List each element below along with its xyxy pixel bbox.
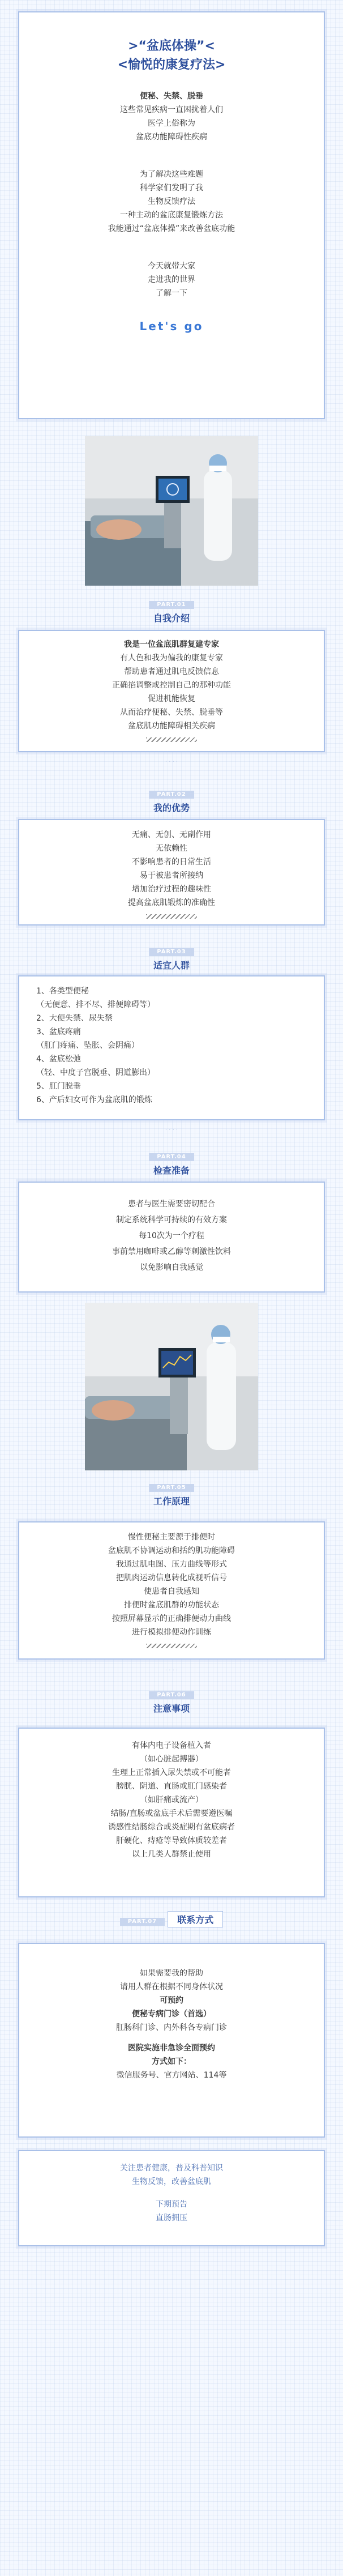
body-line: 从而治疗便秘、失禁、脱垂等 <box>120 708 223 717</box>
body-line: 按照屏幕显示的正确排便动力曲线 <box>112 1614 231 1623</box>
body-line: 盆底肌不协调运动和括约肌功能障碍 <box>108 1546 235 1555</box>
body-line: 膀胱、阴道、直肠或肛门感染者 <box>116 1782 227 1791</box>
dot-divider: · · · · <box>165 1127 178 1133</box>
stripe-divider <box>146 914 197 919</box>
body-line: 如果需要我的帮助 <box>140 1969 203 1978</box>
section-7-card <box>18 1943 325 2138</box>
intro-line: 盆底功能障碍性疾病 <box>136 133 207 142</box>
intro-line: 今天就带大家 <box>148 262 195 271</box>
body-line: 盆底肌功能障碍相关疾病 <box>128 722 215 731</box>
body-line: 4、盆底松弛 <box>36 1055 81 1064</box>
intro-line: 我能通过“盆底体操”来改善盆底功能 <box>108 224 235 233</box>
section-tag: PART.04 <box>149 1153 194 1161</box>
body-line: 微信服务号、官方网站、114等 <box>116 2071 227 2080</box>
body-line: 以上几类人群禁止使用 <box>132 1850 211 1859</box>
section-tag: PART.05 <box>149 1484 194 1492</box>
article-title-line1: >“盆底体操”< <box>128 39 215 53</box>
intro-line: 这些常见疾病一直困扰着人们 <box>120 105 223 114</box>
section-4-card <box>18 1182 325 1293</box>
intro-line: 一种主动的盆底康复锻炼方法 <box>120 211 223 220</box>
section-tag: PART.07 <box>120 1918 165 1926</box>
intro-paragraph-1 <box>19 89 324 144</box>
photo-illustration <box>85 436 258 586</box>
body-line: 肛肠科门诊、内外科各专病门诊 <box>116 2023 227 2032</box>
body-line: 促进机能恢复 <box>148 694 195 703</box>
next-issue-label: 下期预告 <box>156 2200 187 2209</box>
body-line: （无便意、排不尽、排便障碍等） <box>36 1000 155 1009</box>
intro-line: 医学上俗称为 <box>148 119 195 128</box>
body-line: 易于被患者所接纳 <box>140 871 203 880</box>
body-line: （轻、中度子宫脱垂、阴道膨出） <box>36 1068 155 1077</box>
section-tag: PART.06 <box>149 1691 194 1699</box>
body-line: 肝硬化、痔疮等导致体质较差者 <box>116 1836 227 1845</box>
section-title: 自我介绍 <box>153 613 190 624</box>
section-title: 检查准备 <box>153 1165 190 1176</box>
body-line: 无痛、无创、无副作用 <box>132 830 211 839</box>
article-title-line2: <愉悦的康复疗法> <box>117 58 226 72</box>
body-line: 排便时盆底肌群的功能状态 <box>124 1601 219 1610</box>
dot-divider: · · · · <box>165 759 178 765</box>
section-6-header <box>0 1688 343 1715</box>
intro-line: 走进我的世界 <box>148 275 195 284</box>
intro-line: 了解一下 <box>156 289 187 298</box>
section-tag: PART.03 <box>149 948 194 956</box>
stripe-divider <box>146 1644 197 1648</box>
section-5-card <box>18 1521 325 1660</box>
section-4-header <box>0 1150 343 1176</box>
footer-line: 关注患者健康，普及科普知识 <box>120 2164 223 2173</box>
section-2-header <box>0 787 343 814</box>
body-line: 使患者自我感知 <box>144 1587 199 1596</box>
body-line: 慢性便秘主要源于排便时 <box>128 1533 215 1542</box>
section-2-card <box>18 819 325 926</box>
section-title: 注意事项 <box>153 1703 190 1714</box>
footer-card <box>18 2150 325 2246</box>
intro-line: 便秘、失禁、脱垂 <box>140 92 203 101</box>
body-line: 制定系统科学可持续的有效方案 <box>116 1216 227 1225</box>
section-title: 工作原理 <box>153 1496 190 1507</box>
body-line: 医院实施非急诊全面预约 <box>128 2044 215 2053</box>
body-line: 无依赖性 <box>156 844 187 853</box>
body-line: 方式如下： <box>152 2057 191 2066</box>
body-line: 把肌肉运动信息转化成视听信号 <box>116 1573 227 1583</box>
body-line: 增加治疗过程的趣味性 <box>132 885 211 894</box>
photo-doctor-with-monitor <box>85 436 258 586</box>
dot-divider: · · · · <box>165 1667 178 1674</box>
body-line: 帮助患者通过肌电反馈信息 <box>124 667 219 676</box>
intro-line: 生物反馈疗法 <box>148 197 195 206</box>
section-5-header <box>0 1481 343 1507</box>
body-line: 有人色和我为偏我的康复专家 <box>120 654 223 663</box>
body-line: （肛门疼痛、坠胀、会阴痛） <box>36 1041 139 1050</box>
body-line: 生理上正常插入尿失禁或不可能者 <box>112 1768 231 1777</box>
body-line: 正确掐调整或控制自己的那种功能 <box>112 681 231 690</box>
intro-line: 为了解决这些难题 <box>140 170 203 179</box>
section-6-card <box>18 1728 325 1897</box>
body-line: 提高盆底肌锻炼的准确性 <box>128 898 215 907</box>
body-line: 以免影响自我感觉 <box>140 1263 203 1272</box>
body-line: （如肝痛或流产） <box>140 1795 203 1805</box>
lets-go-label: Let's go <box>139 319 204 333</box>
stripe-divider <box>146 737 197 742</box>
body-line: 患者与医生需要密切配合 <box>128 1200 215 1209</box>
body-line: 便秘专病门诊（首选） <box>132 2010 211 2019</box>
body-line: 请用人群在根据不同身体状况 <box>120 1982 223 1991</box>
section-tag: PART.02 <box>149 791 194 799</box>
body-line: 我通过肌电图、压力曲线等形式 <box>116 1560 227 1569</box>
body-line: 5、肛门脱垂 <box>36 1082 81 1091</box>
body-line: 每10次为一个疗程 <box>139 1231 204 1240</box>
photo-illustration <box>85 1303 258 1470</box>
section-3-card <box>18 975 325 1120</box>
body-line: 事前禁用咖啡或乙醇等刺激性饮料 <box>112 1247 231 1256</box>
body-line: 有体内电子设备植入者 <box>132 1741 211 1750</box>
intro-paragraph-2 <box>19 168 324 236</box>
body-line: 2、大便失禁、尿失禁 <box>36 1014 113 1023</box>
body-line: 6、产后妇女可作为盆底肌的锻炼 <box>36 1095 152 1104</box>
section-title: 适宜人群 <box>153 960 190 971</box>
body-line: 可预约 <box>160 1996 183 2005</box>
next-issue-title[interactable]: 直肠拥压 <box>156 2214 187 2223</box>
body-line: 结肠/直肠或盆底手术后需要遵医嘱 <box>110 1809 233 1818</box>
body-line: 我是一位盆底肌群复建专家 <box>124 640 219 649</box>
intro-paragraph-3 <box>19 259 324 300</box>
body-line: 1、各类型便秘 <box>36 987 89 996</box>
body-line: 3、盆底疼痛 <box>36 1027 81 1037</box>
photo-doctor-operating-monitor <box>85 1303 258 1470</box>
section-title: 联系方式 <box>168 1911 223 1927</box>
section-7-header <box>0 1909 343 1927</box>
section-1-header <box>0 598 343 624</box>
section-title: 我的优势 <box>153 803 190 813</box>
intro-card <box>18 11 325 419</box>
body-line: 诱感性结肠综合或炎症期有盆底病者 <box>108 1823 235 1832</box>
section-3-header <box>0 945 343 971</box>
section-tag: PART.01 <box>149 601 194 609</box>
body-line: 进行模拟排便动作训练 <box>132 1628 211 1637</box>
body-line: 不影响患者的日常生活 <box>132 858 211 867</box>
footer-line: 生物反馈，改善盆底肌 <box>132 2177 211 2186</box>
intro-line: 科学家们发明了我 <box>140 184 203 193</box>
section-1-card <box>18 630 325 752</box>
body-line: （如心脏起搏器） <box>140 1755 203 1764</box>
